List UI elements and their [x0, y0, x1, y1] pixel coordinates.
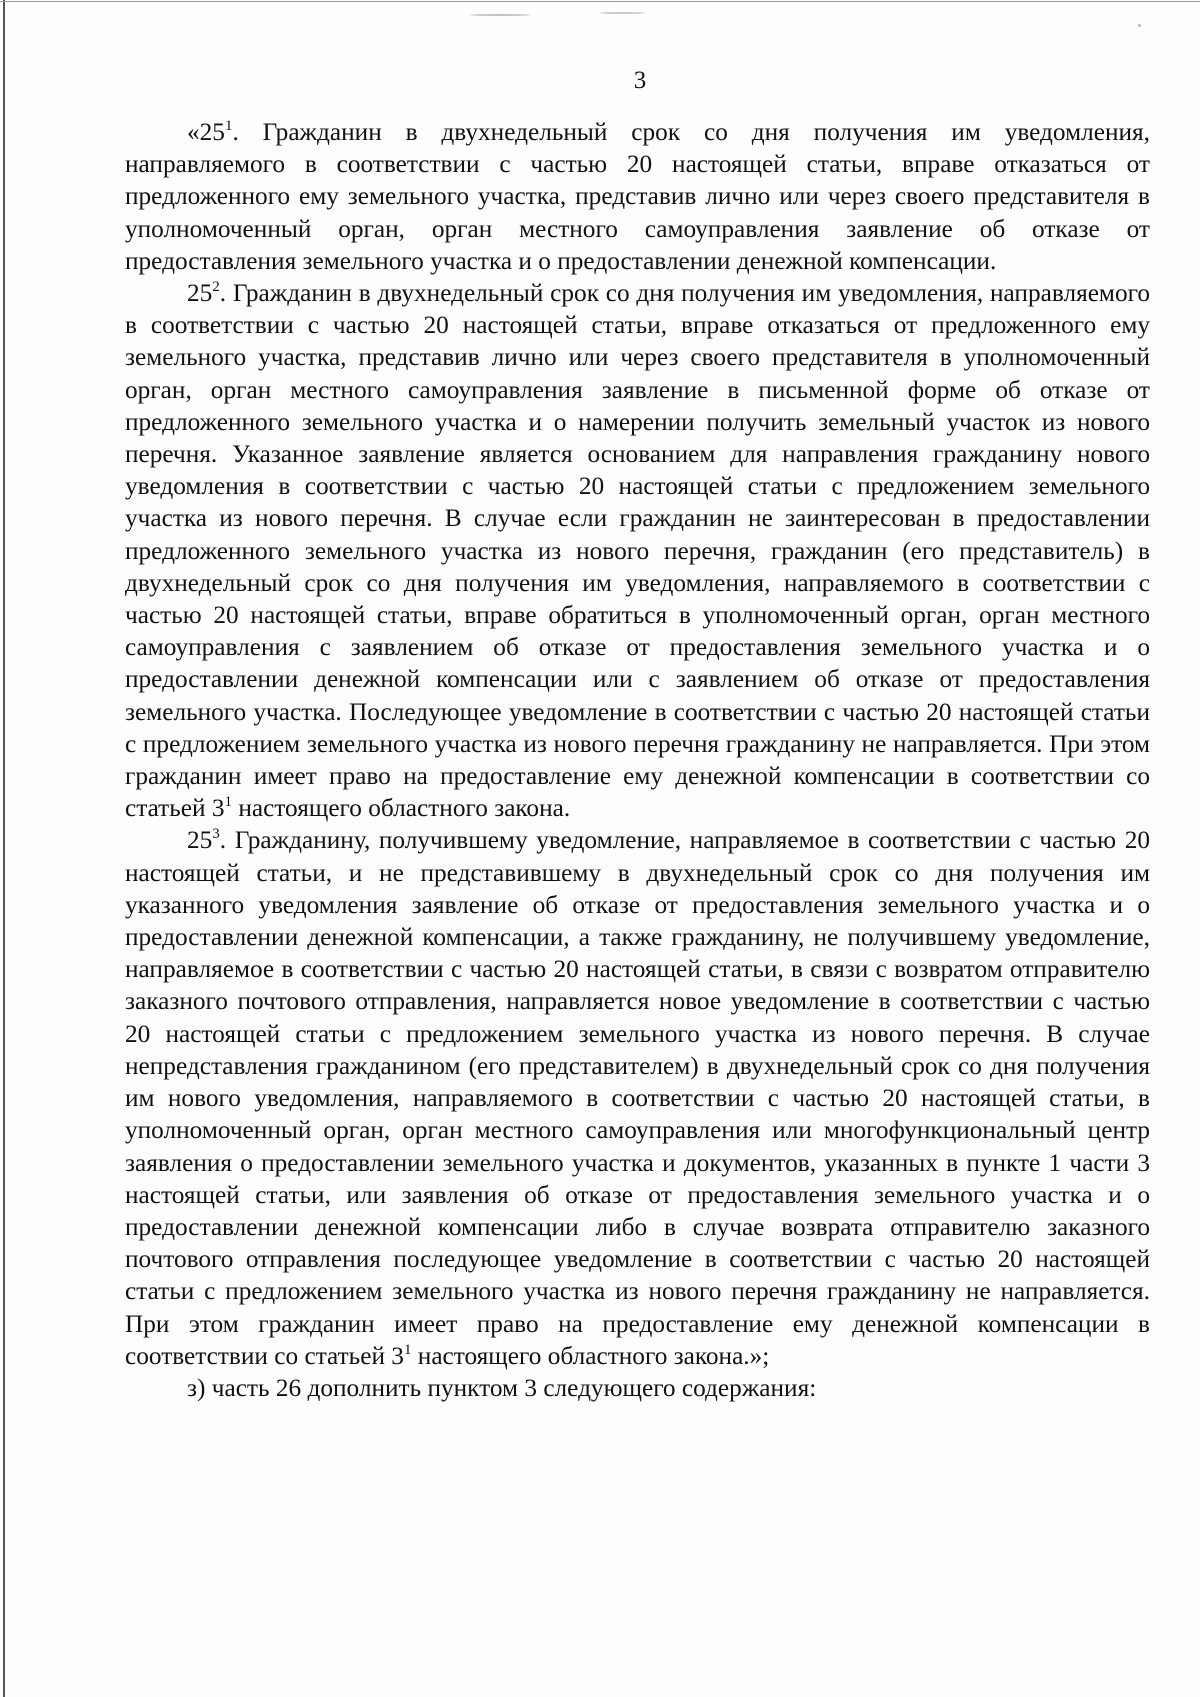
paragraph-superscript: 2	[212, 279, 220, 296]
paragraph-text: з) часть 26 дополнить пунктом 3 следующего содержания:	[187, 1373, 817, 1402]
paragraph-text: . Гражданину, получившему уведомление, направляемое в соответствии с частью 20 настоящей статьи, и не представившему в двухнедельный срок со дня получения им указанного уведомления заявление об отказе от предоставления земельного участка и о предоставлении денежной компенсации, а также гражданину, не получившему уведомление, направляемое в соответствии с частью 20 настоящей статьи, в связи с возвратом отправителю заказного почтового отправления, направляется новое уведомление в соответствии с частью 20 настоящей статьи с предложением земельного участка из нового перечня. В случае непредставления гражданином (его представителем) в двухнедельный срок со дня получения им нового уведомления, направляемого в соответствии с частью 20 настоящей статьи, в уполномоченный орган, орган местного самоуправления или многофункциональный центр заявления о предоставлении земельного участка и документов, указанных в пункте 1 части 3 настоящей статьи, или заявления об отказе от предоставления земельного участка и о предоставлении денежной компенсации либо в случае возврата отправителю заказного почтового отправления последующее уведомление в соответствии с частью 20 настоящей статьи с предложением земельного участка из нового перечня гражданину не направляется. При этом гражданин имеет право на предоставление ему денежной компенсации в соответствии со статьей 3	[125, 826, 1150, 1370]
paragraph-superscript: 1	[224, 118, 233, 134]
paragraph-prefix: 25	[187, 279, 213, 308]
paragraph-25-3	[125, 824, 1150, 1371]
document-body	[125, 116, 1150, 1404]
paragraph-prefix: «25	[187, 118, 225, 146]
paragraph-text-end: настоящего областного закона.»;	[411, 1341, 770, 1370]
paragraph-z	[125, 1372, 1150, 1404]
page-number: 3	[633, 67, 647, 94]
paragraph-prefix: 25	[187, 826, 213, 855]
scan-speck	[600, 12, 645, 14]
paragraph-superscript: 3	[212, 826, 220, 843]
paragraph-text: . Гражданин в двухнедельный срок со дня получения им уведомления, направляемого в соответствии с частью 20 настоящей статьи, вправе отказаться от предложенного ему земельного участка, представив лично или через своего представителя в уполномоченный орган, орган местного самоуправления заявление об отказе от предоставления земельного участка и о предоставлении денежной компенсации.	[125, 118, 1150, 275]
scan-top-edge	[0, 1, 1200, 2]
paragraph-25-2	[125, 277, 1150, 824]
scan-left-edge	[3, 0, 5, 1697]
scan-speck	[1138, 24, 1141, 27]
article-superscript: 1	[224, 794, 232, 811]
article-superscript: 1	[403, 1341, 412, 1358]
paragraph-text-end: настоящего областного закона.	[232, 794, 571, 823]
paragraph-25-1	[125, 116, 1150, 277]
paragraph-text: . Гражданин в двухнедельный срок со дня получения им уведомления, направляемого в соответствии с частью 20 настоящей статьи, вправе отказаться от предложенного ему земельного участка, представив лично или через своего представителя в уполномоченный орган, орган местного самоуправления заявление в письменной форме об отказе от предложенного земельного участка и о намерении получить земельный участок из нового перечня. Указанное заявление является основанием для направления гражданину нового уведомления в соответствии с частью 20 настоящей статьи с предложением земельного участка из нового перечня. В случае если гражданин не заинтересован в предоставлении предложенного земельного участка из нового перечня, гражданин (его представитель) в двухнедельный срок со дня получения им уведомления, направляемого в соответствии с частью 20 настоящей статьи, вправе обратиться в уполномоченный орган, орган местного самоуправления с заявлением об отказе от предоставления земельного участка и о предоставлении денежной компенсации или с заявлением об отказе от предоставления земельного участка. Последующее уведомление в соответствии с частью 20 настоящей статьи с предложением земельного участка из нового перечня гражданину не направляется. При этом гражданин имеет право на предоставление ему денежной компенсации в соответствии со статьей 3	[125, 279, 1150, 823]
scan-speck	[470, 14, 530, 16]
